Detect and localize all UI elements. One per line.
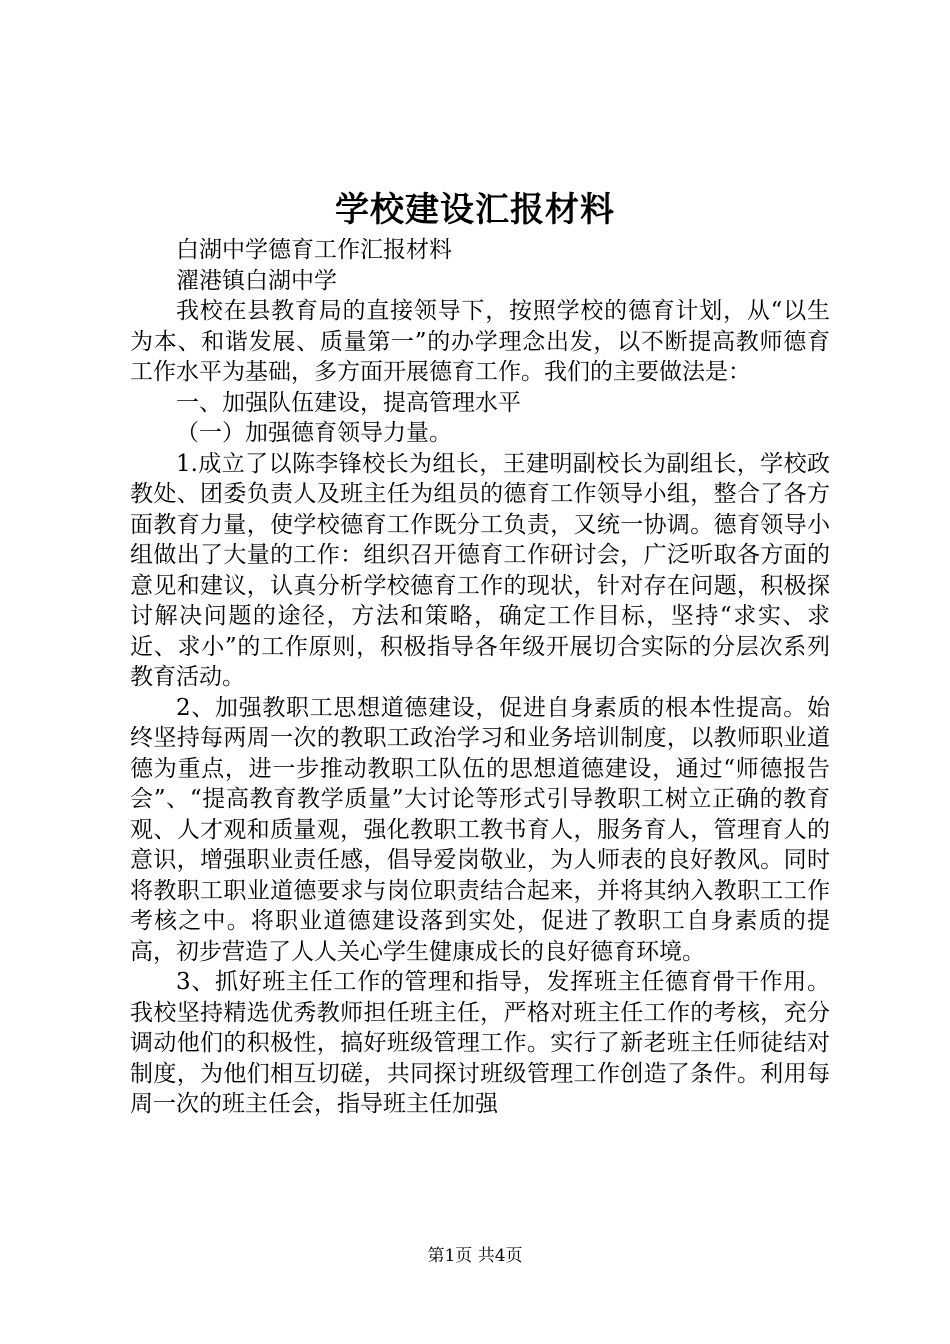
paragraph-heading-1: 一、加强队伍建设，提高管理水平 (176, 389, 521, 416)
paragraph-item-1: 1.成立了以陈李锋校长为组长，王建明副校长为副组长，学校政教处、团委负责人及班主任为组员的德育工作领导小组，整合了各方面教育力量，使学校德育工作既分工负责，又统一协调。德育领导小组做出了大量的工作：组织召开德育工作研讨会，广泛听取各方面的意见和建议，认真分析学校德育工作的现状，针对存在问题，积极探讨解决问题的途径，方法和策略，确定工作目标，坚持“求实、求近、求小”的工作原则，积极指导各年级开展切合实际的分层次系列教育活动。 (130, 450, 830, 690)
paragraph-subheading-1: （一）加强德育领导力量。 (176, 420, 452, 446)
paragraph-intro: 我校在县教育局的直接领导下，按照学校的德育计划，从“以生为本、和谐发展、质量第一”的办学理念出发，以不断提高教师德育工作水平为基础，多方面开展德育工作。我们的主要做法是： (130, 298, 830, 385)
paragraph-item-3: 3、抓好班主任工作的管理和指导，发挥班主任德育骨干作用。我校坚持精选优秀教师担任班主任，严格对班主任工作的考核，充分调动他们的积极性，搞好班级管理工作。实行了新老班主任师徒结对制度，为他们相互切磋，共同探讨班级管理工作创造了条件。利用每周一次的班主任会，指导班主任加强 (130, 969, 830, 1117)
paragraph-item-2: 2、加强教职工思想道德建设，促进自身素质的根本性提高。始终坚持每两周一次的教职工政治学习和业务培训制度，以教师职业道德为重点，进一步推动教职工队伍的思想道德建设，通过“师德报告会”、“提高教育教学质量”大讨论等形式引导教职工树立正确的教育观、人才观和质量观，强化教职工教书育人，服务育人，管理育人的意识，增强职业责任感，倡导爱岗敬业，为人师表的良好教风。同时将教职工职业道德要求与岗位职责结合起来，并将其纳入教职工工作考核之中。将职业道德建设落到实处，促进了教职工自身素质的提高，初步营造了人人关心学生健康成长的良好德育环境。 (130, 694, 830, 965)
paragraph-subtitle: 白湖中学德育工作汇报材料 (176, 237, 452, 263)
paragraph-school: 濯港镇白湖中学 (176, 267, 337, 294)
page-footer: 第1页 共4页 (427, 1246, 523, 1266)
document-body (130, 235, 830, 1120)
document-title: 学校建设汇报材料 (335, 190, 615, 230)
